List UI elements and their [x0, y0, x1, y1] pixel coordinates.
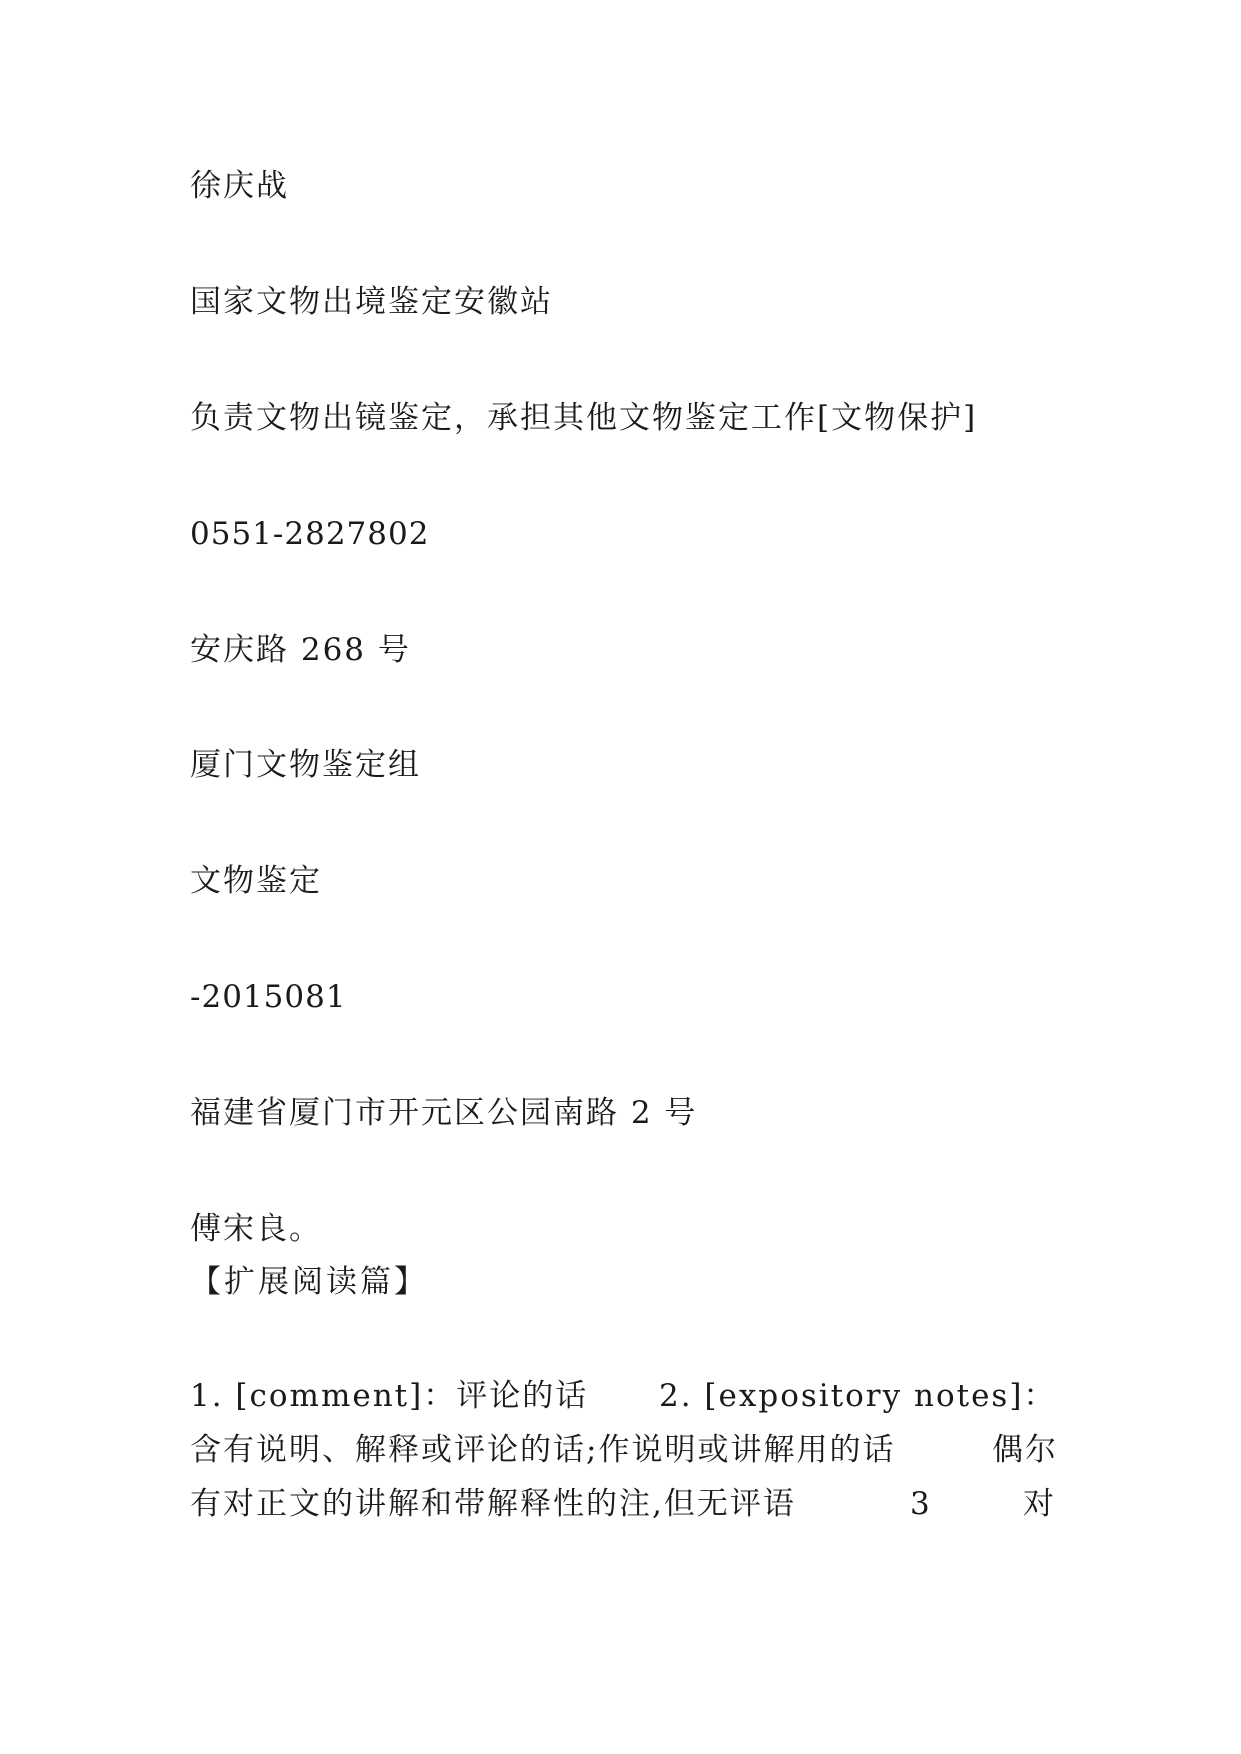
definition-text: 对 [1023, 1486, 1056, 1522]
paragraph-line [190, 1477, 1060, 1531]
definition-text: 含有说明、解释或评论的话;作说明或讲解用的话 [190, 1432, 896, 1468]
paragraph-line [190, 1423, 1060, 1477]
extended-reading-paragraph [190, 1369, 1060, 1531]
definition-text: 偶尔 [992, 1432, 1058, 1468]
entry-scope: 文物鉴定 [190, 863, 322, 899]
section-heading: 【扩展阅读篇】 [190, 1264, 428, 1300]
paragraph-line [190, 1369, 1060, 1423]
entry-code: -2015081 [190, 979, 347, 1015]
definition-item: 2. [expository notes]： [659, 1378, 1057, 1414]
entry-organization: 厦门文物鉴定组 [190, 747, 421, 783]
entry-address: 安庆路 268 号 [190, 632, 411, 668]
entry-organization: 国家文物出境鉴定安徽站 [190, 284, 553, 320]
definition-item: 1. [comment]：评论的话 [190, 1378, 589, 1414]
entry-name: 徐庆战 [190, 168, 289, 204]
item-number: 3 [910, 1486, 932, 1522]
entry-address: 福建省厦门市开元区公园南路 2 号 [190, 1095, 698, 1131]
definition-text: 有对正文的讲解和带解释性的注,但无评语 [190, 1486, 796, 1522]
entry-name: 傅宋良。 [190, 1211, 322, 1247]
entry-phone: 0551-2827802 [190, 516, 430, 552]
entry-duties: 负责文物出镜鉴定，承担其他文物鉴定工作[文物保护] [190, 400, 978, 436]
